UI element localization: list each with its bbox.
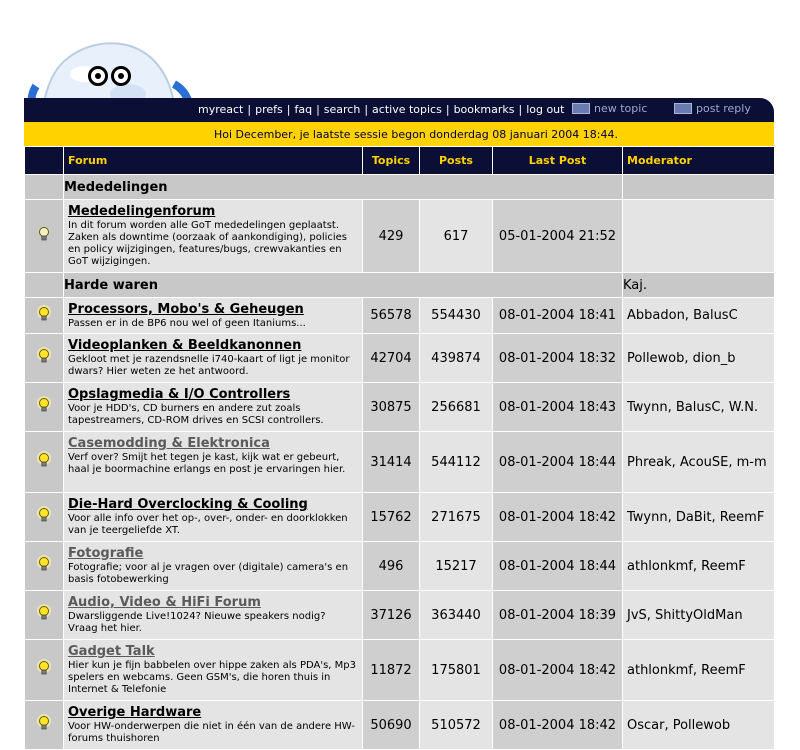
forum-list [25,175,775,750]
nav-myreact[interactable]: myreact [198,103,244,116]
forum-description: In dit forum worden alle GoT mededelingen geplaatst. Zaken als downtime (oorzaak of aankondiging), policies en policy wijzigingen, features/bugs, crewvakanties en GoT wijzigingen. [68,220,348,267]
posts-count: 544112 [420,432,493,493]
nav-links: myreact | prefs | faq | search | active topics | bookmarks | log out [198,103,565,116]
icon-column-header [25,147,64,175]
topics-count: 56578 [363,298,420,334]
topics-count: 31414 [363,432,420,493]
forum-cell [64,591,363,640]
last-post-column-header: Last Post [493,147,623,175]
lightbulb-icon [36,451,52,469]
forum-status-icon-cell [25,298,64,334]
moderator-list[interactable]: Oscar, Pollewob [623,701,775,750]
posts-count: 363440 [420,591,493,640]
moderator-list[interactable]: Pollewob, dion_b [623,334,775,383]
last-post-date[interactable]: 08-01-2004 18:43 [493,383,623,432]
forum-link[interactable]: Gadget Talk [68,644,155,659]
lightbulb-icon [36,396,52,414]
forum-link[interactable]: Overige Hardware [68,705,202,720]
top-navigation-bar [24,98,774,122]
forum-description: Voor alle info over het op-, over-, onder- en doorklokken van je teergeliefde XT. [68,513,348,536]
category-row [25,273,775,298]
lightbulb-icon [36,555,52,573]
posts-count: 510572 [420,701,493,750]
forum-status-icon-cell [25,591,64,640]
forum-status-icon-cell [25,640,64,701]
forum-description: Fotografie; voor al je vragen over (digitale) camera's en basis fotobewerking [68,562,349,585]
forum-description: Voor HW-onderwerpen die niet in één van de andere HW-forums thuishoren [68,721,355,744]
table-row [25,701,775,750]
moderator-list[interactable]: athlonkmf, ReemF [623,542,775,591]
forum-link[interactable]: Die-Hard Overclocking & Cooling [68,497,308,512]
table-header-row [25,147,775,175]
moderator-list[interactable]: athlonkmf, ReemF [623,640,775,701]
forum-cell [64,383,363,432]
forum-cell [64,701,363,750]
topics-column-header: Topics [363,147,420,175]
table-row [25,493,775,542]
category-row [25,175,775,200]
topics-count: 42704 [363,334,420,383]
forum-status-icon-cell [25,493,64,542]
forum-link[interactable]: Videoplanken & Beeldkanonnen [68,338,302,353]
lightbulb-icon [36,714,52,732]
topics-count: 30875 [363,383,420,432]
table-row [25,640,775,701]
nav-faq[interactable]: faq [294,103,313,116]
moderator-list[interactable]: JvS, ShittyOldMan [623,591,775,640]
forum-status-icon-cell [25,383,64,432]
last-post-date[interactable]: 08-01-2004 18:32 [493,334,623,383]
lightbulb-icon [36,506,52,524]
new-topic-button[interactable]: new topic [572,102,647,115]
category-moderator: Kaj. [623,273,775,298]
lightbulb-icon [36,305,52,323]
topics-count: 429 [363,200,420,273]
table-row [25,542,775,591]
topics-count: 15762 [363,493,420,542]
forum-cell [64,640,363,701]
category-name[interactable]: Harde waren [64,273,623,298]
category-spacer [25,175,64,200]
forum-table [24,146,775,750]
table-row [25,591,775,640]
forum-cell [64,334,363,383]
forum-description: Hier kun je fijn babbelen over hippe zaken als PDA's, Mp3 spelers en webcams. Geen GSM's, die horen thuis in Internet & Telefonie [68,660,356,695]
table-row [25,432,775,493]
forum-description: Gekloot met je razendsnelle i740-kaart of ligt je monitor dwars? Hier weten ze het antwoord. [68,354,350,377]
category-spacer [25,273,64,298]
lightbulb-icon [36,225,52,243]
nav-prefs[interactable]: prefs [255,103,283,116]
forum-cell [64,298,363,334]
page-header [0,0,800,150]
last-post-date[interactable]: 05-01-2004 21:52 [493,200,623,273]
last-post-date[interactable]: 08-01-2004 18:44 [493,432,623,493]
category-moderator [623,175,775,200]
nav-log-out[interactable]: log out [526,103,565,116]
moderator-list[interactable]: Twynn, BalusC, W.N. [623,383,775,432]
last-post-date[interactable]: 08-01-2004 18:42 [493,493,623,542]
topics-count: 11872 [363,640,420,701]
topics-count: 37126 [363,591,420,640]
forum-link[interactable]: Casemodding & Elektronica [68,436,270,451]
session-greeting: Hoi December, je laatste sessie begon donderdag 08 januari 2004 18:44. [214,128,618,141]
table-row [25,200,775,273]
forum-link[interactable]: Mededelingenforum [68,204,216,219]
last-post-date[interactable]: 08-01-2004 18:42 [493,701,623,750]
forum-description: Dwarsliggende Live!1024? Nieuwe speakers nodig? Vraag het hier. [68,611,326,634]
forum-link[interactable]: Audio, Video & HiFi Forum [68,595,261,610]
forum-column-header: Forum [64,147,363,175]
forum-description: Passen er in de BP6 nou wel of geen Itaniums... [68,318,306,329]
forum-link[interactable]: Processors, Mobo's & Geheugen [68,302,304,317]
moderator-list[interactable] [623,200,775,273]
posts-column-header: Posts [420,147,493,175]
topics-count: 50690 [363,701,420,750]
forum-status-icon-cell [25,200,64,273]
forum-status-icon-cell [25,701,64,750]
posts-count: 439874 [420,334,493,383]
last-post-date[interactable]: 08-01-2004 18:41 [493,298,623,334]
posts-count: 15217 [420,542,493,591]
moderator-column-header: Moderator [623,147,775,175]
lightbulb-icon [36,347,52,365]
forum-cell [64,200,363,273]
forum-description: Voor je HDD's, CD burners en andere zut zoals tapestreamers, CD-ROM drives en SCSI controllers. [68,403,324,426]
forum-link[interactable]: Opslagmedia & I/O Controllers [68,387,291,402]
posts-count: 271675 [420,493,493,542]
posts-count: 256681 [420,383,493,432]
moderator-list[interactable]: Twynn, DaBit, ReemF [623,493,775,542]
forum-link[interactable]: Fotografie [68,546,144,561]
last-post-date[interactable]: 08-01-2004 18:42 [493,640,623,701]
moderator-list[interactable]: Phreak, AcouSE, m-m [623,432,775,493]
posts-count: 617 [420,200,493,273]
table-row [25,383,775,432]
keyboard-icon [572,103,590,114]
greeting-bar [24,122,774,147]
forum-cell [64,493,363,542]
lightbulb-icon [36,659,52,677]
posts-count: 175801 [420,640,493,701]
keyboard-icon [674,103,692,114]
last-post-date[interactable]: 08-01-2004 18:44 [493,542,623,591]
table-row [25,298,775,334]
last-post-date[interactable]: 08-01-2004 18:39 [493,591,623,640]
category-name[interactable]: Mededelingen [64,175,623,200]
forum-status-icon-cell [25,334,64,383]
table-row [25,334,775,383]
post-reply-button[interactable]: post reply [674,102,751,115]
nav-search[interactable]: search [323,103,361,116]
forum-status-icon-cell [25,432,64,493]
lightbulb-icon [36,604,52,622]
forum-cell [64,432,363,493]
posts-count: 554430 [420,298,493,334]
moderator-list[interactable]: Abbadon, BalusC [623,298,775,334]
forum-cell [64,542,363,591]
nav-active-topics[interactable]: active topics [372,103,442,116]
forum-description: Verf over? Smijt het tegen je kast, kijk wat er gebeurt, haal je boormachine erlangs en post je ervaringen hier. [68,452,346,475]
topics-count: 496 [363,542,420,591]
nav-bookmarks[interactable]: bookmarks [453,103,515,116]
forum-status-icon-cell [25,542,64,591]
